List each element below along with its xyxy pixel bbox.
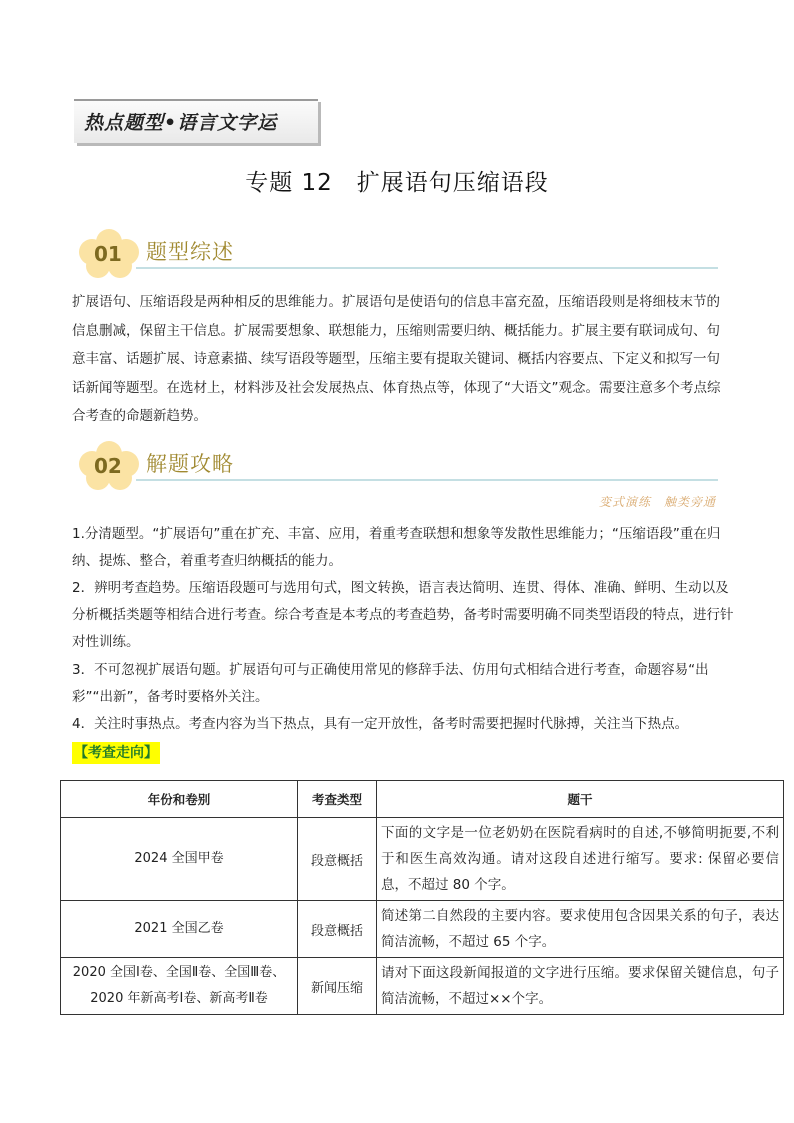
table-cell-year: 2021 全国乙卷 [61,901,298,958]
table-header-stem: 题干 [377,781,784,818]
table-cell-year: 2024 全国甲卷 [61,818,298,901]
section-number: 01 [94,242,122,266]
table-cell-type: 段意概括 [298,901,377,958]
table-row [61,958,784,1015]
exam-direction-label: 【考查走向】 [72,742,160,764]
table-header-type: 考查类型 [298,781,377,818]
strategy-item-3: 3．不可忽视扩展语句题。扩展语句可与正确使用常见的修辞手法、仿用句式相结合进行考查，命题容易“出彩”“出新”，备考时要格外关注。 [72,662,709,705]
page-title: 专题 12 扩展语句压缩语段 [245,170,549,196]
table-cell-stem: 请对下面这段新闻报道的文字进行压缩。要求保留关键信息，句子简洁流畅，不超过××个字。 [377,958,784,1015]
overview-paragraph: 扩展语句、压缩语段是两种相反的思维能力。扩展语句是使语句的信息丰富充盈，压缩语段则是将细枝末节的信息删减，保留主干信息。扩展需要想象、联想能力，压缩则需要归纳、概括能力。扩展主要有联词成句、句意丰富、话题扩展、诗意素描、续写语段等题型，压缩主要有提取关键词、概括内容要点、下定义和拟写一句话新闻等题型。在选材上，材料涉及社会发展热点、体育热点等，体现了“大语文”观念。需要注意多个考点综合考查的命题新趋势。 [72,294,721,424]
tagline: 变式演练 触类旁通 [598,495,716,509]
header-tag [74,99,318,141]
strategy-item-4: 4．关注时事热点。考查内容为当下热点，具有一定开放性，备考时需要把握时代脉搏，关注当下热点。 [72,716,689,732]
section-number: 02 [94,454,122,478]
table-row [61,901,784,958]
section-heading-overview [78,228,718,278]
section-rule [136,479,718,481]
strategy-item-1: 1.分清题型。“扩展语句”重在扩充、丰富、应用，着重考查联想和想象等发散性思维能力；“压缩语段”重在归纳、提炼、整合，着重考查归纳概括的能力。 [72,526,721,569]
table-header-year: 年份和卷别 [61,781,298,818]
strategy-item-2: 2．辨明考查趋势。压缩语段题可与选用句式，图文转换，语言表达简明、连贯、得体、准确、鲜明、生动以及分析概括类题等相结合进行考查。综合考查是本考点的考查趋势，备考时需要明确不同类型语段的特点，进行针对性训练。 [72,580,734,650]
header-tag-text: 热点题型•语言文字运 [84,112,278,134]
section-label: 题型综述 [146,240,234,264]
section-rule [136,267,718,269]
table-cell-type: 段意概括 [298,818,377,901]
table-cell-stem: 简述第二自然段的主要内容。要求使用包含因果关系的句子，表达简洁流畅，不超过 65 个字。 [377,901,784,958]
section-heading-strategy [78,440,718,490]
table-cell-stem: 下面的文字是一位老奶奶在医院看病时的自述,不够简明扼要,不利于和医生高效沟通。请对这段自述进行缩写。要求: 保留必要信息，不超过 80 个字。 [377,818,784,901]
table-header-row [61,781,784,818]
section-label: 解题攻略 [146,452,234,476]
exam-table [60,780,784,1015]
table-row [61,818,784,901]
table-cell-type: 新闻压缩 [298,958,377,1015]
table-cell-year: 2020 全国Ⅰ卷、全国Ⅱ卷、全国Ⅲ卷、2020 年新高考Ⅰ卷、新高考Ⅱ卷 [61,958,298,1015]
